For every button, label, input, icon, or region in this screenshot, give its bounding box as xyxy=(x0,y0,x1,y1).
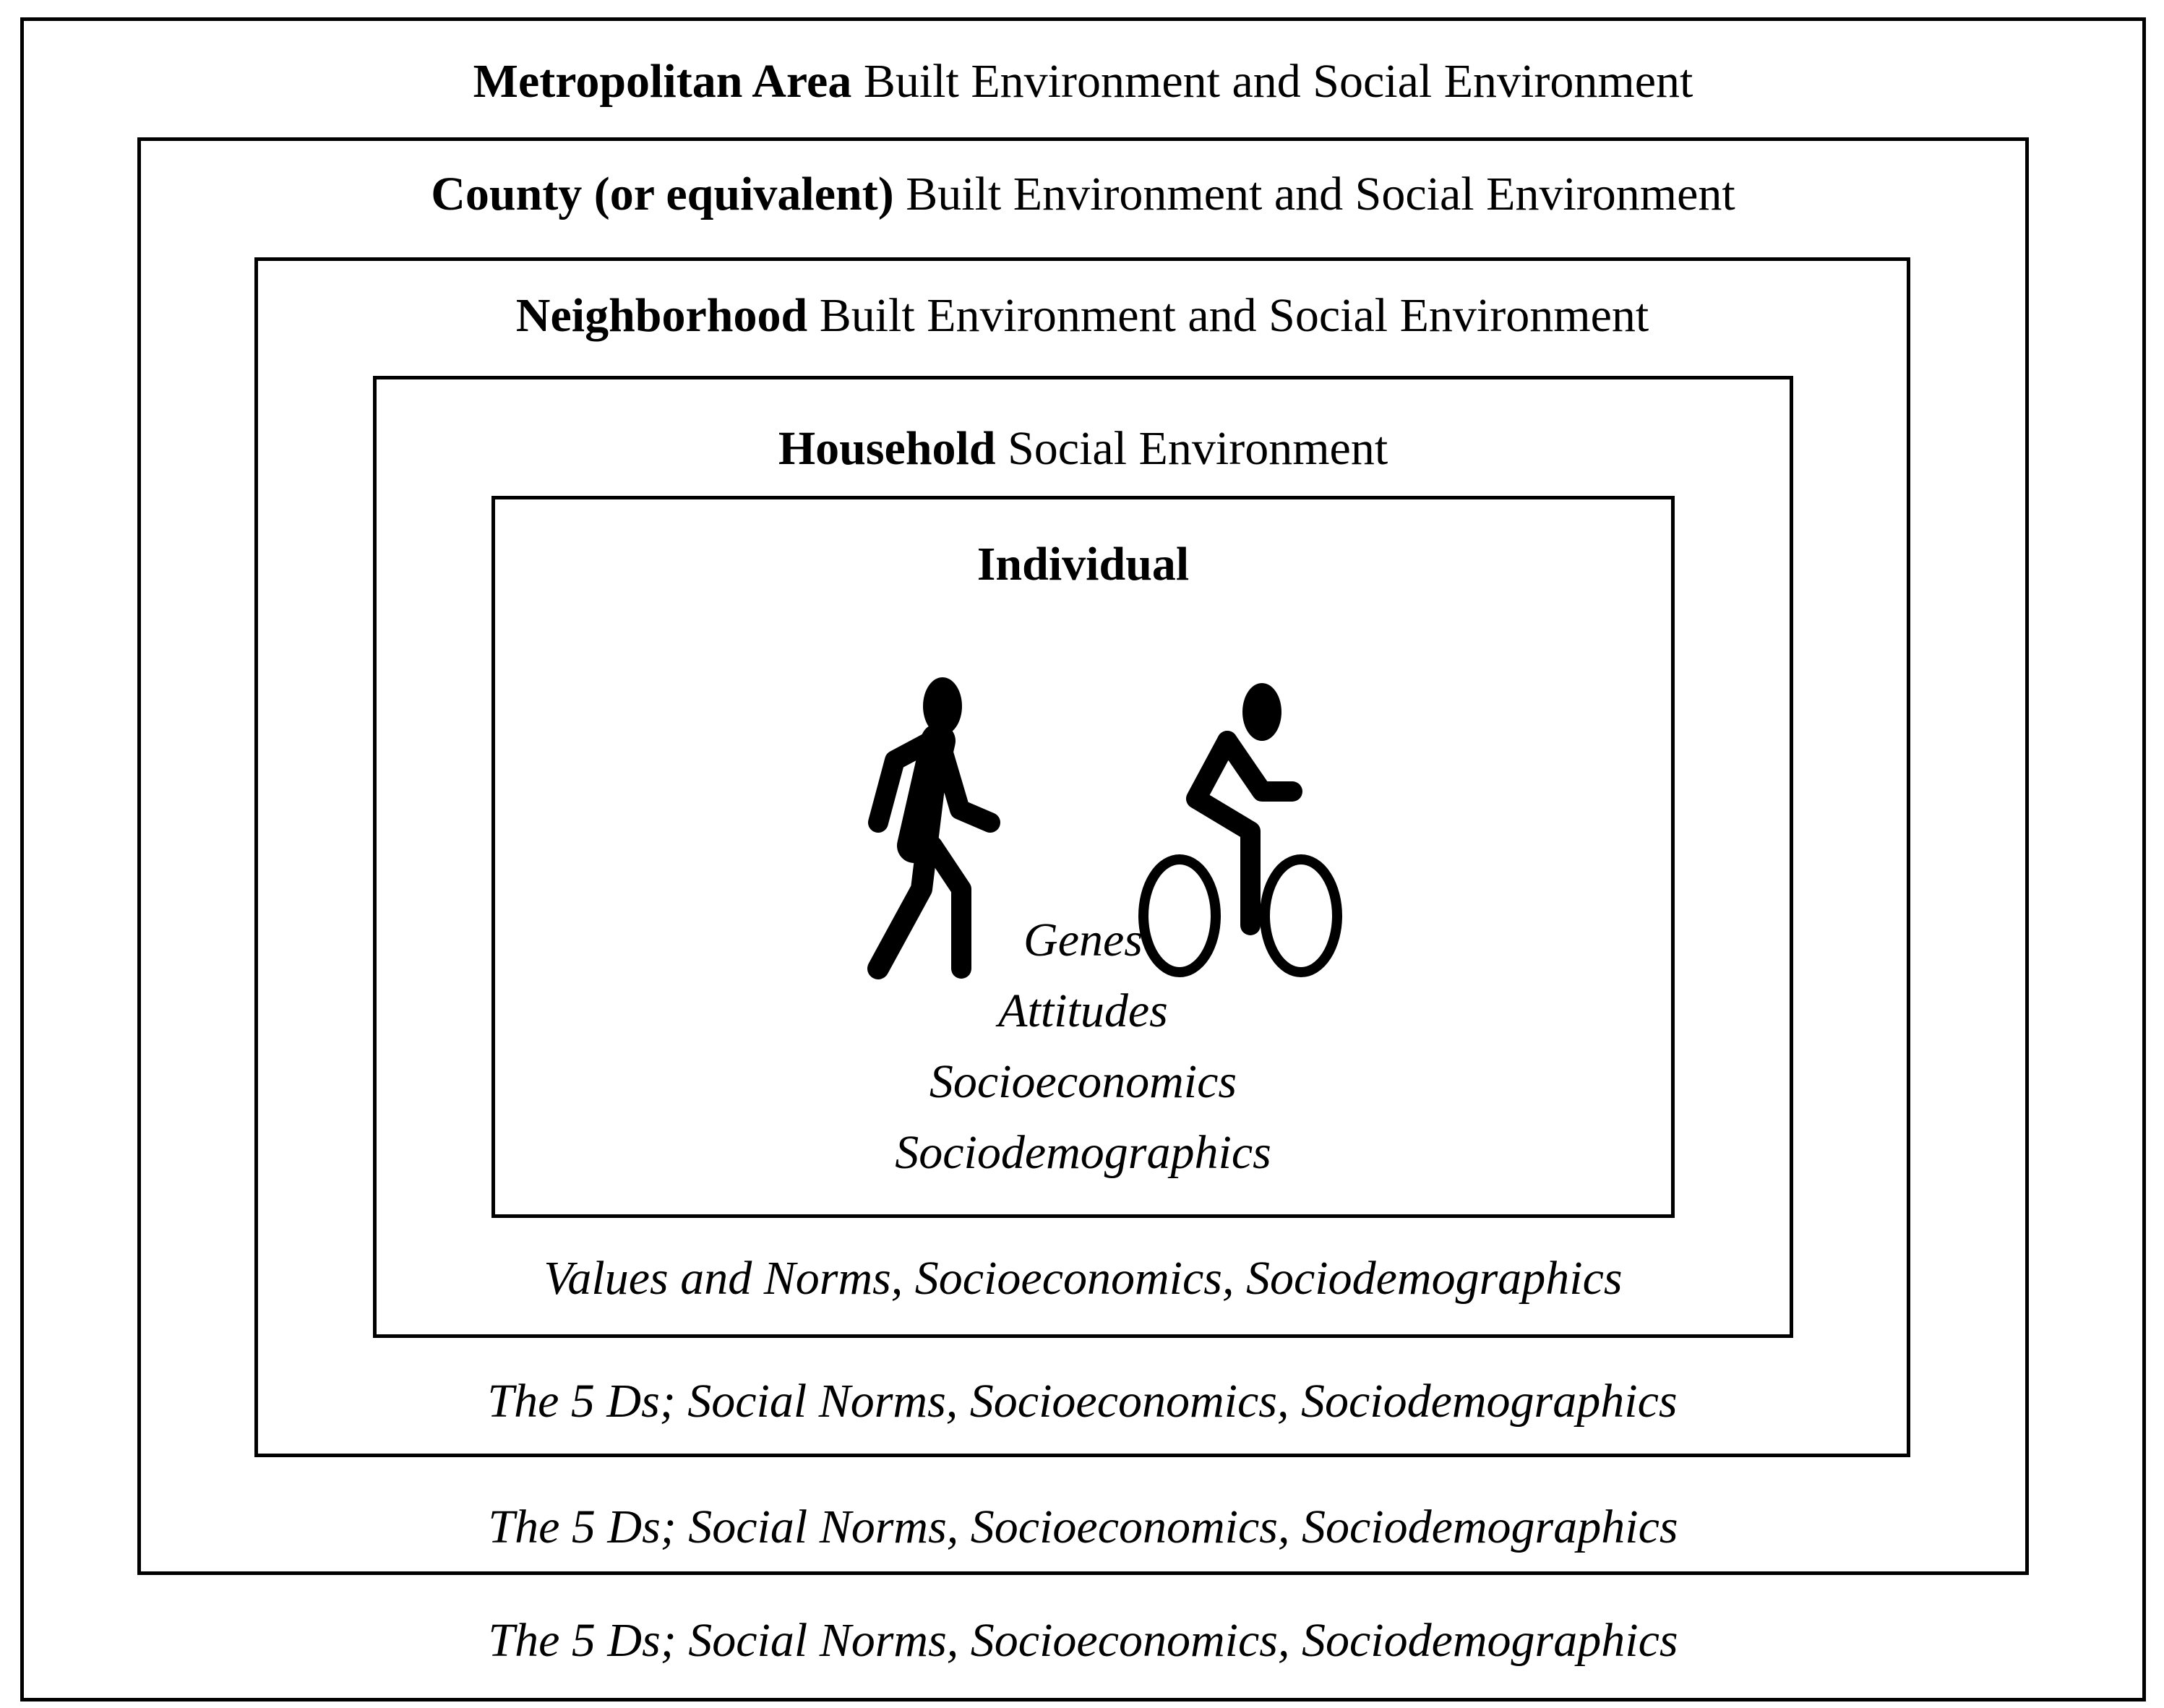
household-heading xyxy=(373,422,1793,475)
county-factors: The 5 Ds; Social Norms, Socioeconomics, Sociodemographics xyxy=(488,1501,1678,1553)
neighborhood-level-label: Neighborhood xyxy=(515,289,808,342)
county-environment-label: Built Environment and Social Environment xyxy=(893,168,1735,220)
individual-box xyxy=(491,496,1675,1218)
metro-heading xyxy=(20,55,2146,108)
county-level-label: County (or equivalent) xyxy=(431,168,894,220)
individual-heading: Individual xyxy=(976,538,1190,591)
household-level-label: Household xyxy=(778,422,996,475)
individual-factor: Attitudes xyxy=(998,984,1168,1037)
metro-environment-label: Built Environment and Social Environment xyxy=(851,55,1693,108)
household-environment-label: Social Environment xyxy=(995,422,1388,475)
county-heading xyxy=(137,168,2029,220)
individual-factor: Sociodemographics xyxy=(895,1126,1271,1179)
neighborhood-environment-label: Built Environment and Social Environment xyxy=(807,289,1649,342)
individual-factor: Socioeconomics xyxy=(929,1055,1237,1108)
individual-factor: Genes xyxy=(1023,914,1143,966)
metro-level-label: Metropolitan Area xyxy=(473,55,852,108)
metro-factors: The 5 Ds; Social Norms, Socioeconomics, Sociodemographics xyxy=(488,1614,1678,1667)
household-factors: Values and Norms, Socioeconomics, Sociodemographics xyxy=(544,1252,1623,1305)
neighborhood-heading xyxy=(254,289,1910,342)
neighborhood-factors: The 5 Ds; Social Norms, Socioeconomics, Sociodemographics xyxy=(487,1375,1678,1428)
